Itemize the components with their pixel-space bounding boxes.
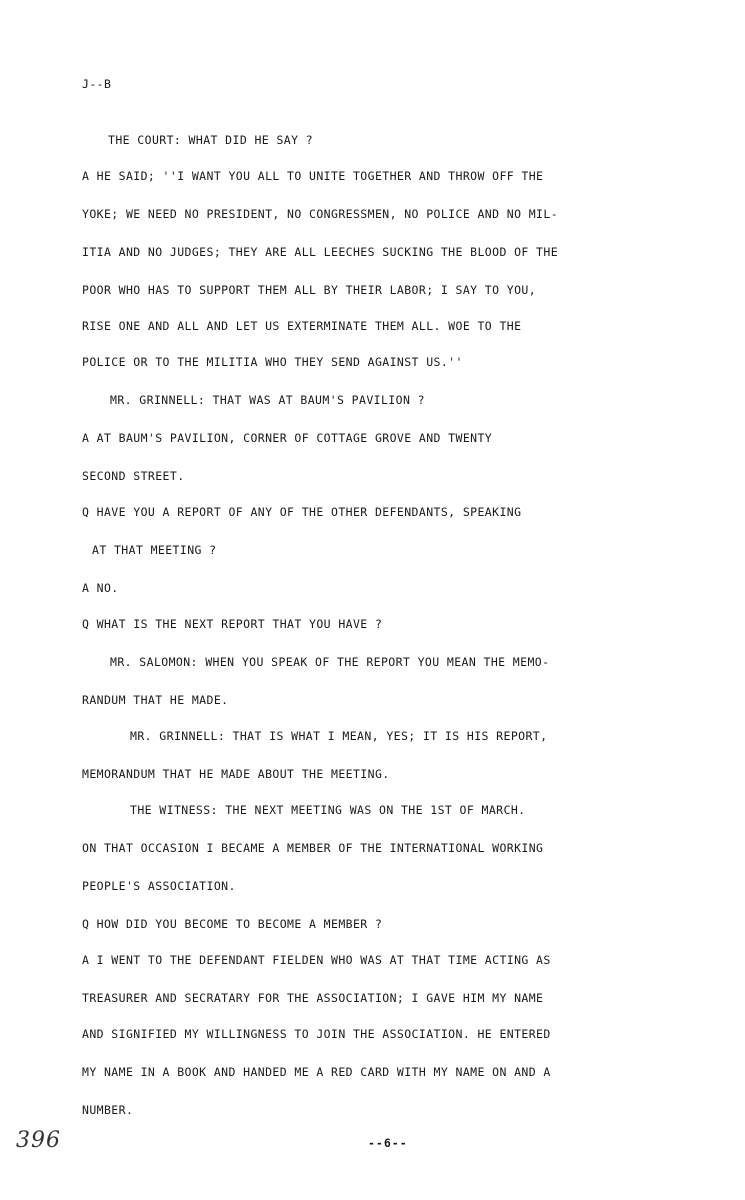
transcript-line: Q HOW DID YOU BECOME TO BECOME A MEMBER ? — [82, 917, 383, 931]
transcript-line: MR. GRINNELL: THAT WAS AT BAUM'S PAVILION ? — [110, 393, 425, 407]
transcript-line: RANDUM THAT HE MADE. — [82, 693, 229, 707]
transcript-line: A AT BAUM'S PAVILION, CORNER OF COTTAGE GROVE AND TWENTY — [82, 431, 493, 445]
transcript-line: YOKE; WE NEED NO PRESIDENT, NO CONGRESSMEN, NO POLICE AND NO MIL- — [82, 207, 559, 221]
transcript-line: A I WENT TO THE DEFENDANT FIELDEN WHO WAS AT THAT TIME ACTING AS — [82, 953, 551, 967]
transcript-line: ON THAT OCCASION I BECAME A MEMBER OF THE INTERNATIONAL WORKING — [82, 841, 544, 855]
transcript-line: Q WHAT IS THE NEXT REPORT THAT YOU HAVE ? — [82, 617, 383, 631]
transcript-line: MEMORANDUM THAT HE MADE ABOUT THE MEETING. — [82, 767, 390, 781]
transcript-line: POLICE OR TO THE MILITIA WHO THEY SEND AGAINST US.'' — [82, 355, 463, 369]
transcript-line: MY NAME IN A BOOK AND HANDED ME A RED CARD WITH MY NAME ON AND A — [82, 1065, 551, 1079]
transcript-line: TREASURER AND SECRATARY FOR THE ASSOCIATION; I GAVE HIM MY NAME — [82, 991, 544, 1005]
transcript-line: POOR WHO HAS TO SUPPORT THEM ALL BY THEIR LABOR; I SAY TO YOU, — [82, 283, 537, 297]
transcript-line: A NO. — [82, 581, 119, 595]
transcript-line: ITIA AND NO JUDGES; THEY ARE ALL LEECHES SUCKING THE BLOOD OF THE — [82, 245, 559, 259]
transcript-line: AND SIGNIFIED MY WILLINGNESS TO JOIN THE ASSOCIATION. HE ENTERED — [82, 1027, 551, 1041]
transcript-line: MR. SALOMON: WHEN YOU SPEAK OF THE REPORT YOU MEAN THE MEMO- — [110, 655, 550, 669]
transcript-line: SECOND STREET. — [82, 469, 185, 483]
page-code: J--B — [82, 77, 112, 91]
transcript-line: MR. GRINNELL: THAT IS WHAT I MEAN, YES; IT IS HIS REPORT, — [130, 729, 548, 743]
transcript-line: THE WITNESS: THE NEXT MEETING WAS ON THE 1ST OF MARCH. — [130, 803, 526, 817]
transcript-line: THE COURT: WHAT DID HE SAY ? — [108, 133, 314, 147]
transcript-line: RISE ONE AND ALL AND LET US EXTERMINATE THEM ALL. WOE TO THE — [82, 319, 522, 333]
handwritten-page-number: 396 — [16, 1128, 61, 1153]
page-mark: --6-- — [368, 1136, 408, 1150]
transcript-line: Q HAVE YOU A REPORT OF ANY OF THE OTHER DEFENDANTS, SPEAKING — [82, 505, 522, 519]
transcript-line: AT THAT MEETING ? — [92, 543, 217, 557]
transcript-line: A HE SAID; ''I WANT YOU ALL TO UNITE TOGETHER AND THROW OFF THE — [82, 169, 544, 183]
transcript-line: PEOPLE'S ASSOCIATION. — [82, 879, 236, 893]
transcript-line: NUMBER. — [82, 1103, 134, 1117]
